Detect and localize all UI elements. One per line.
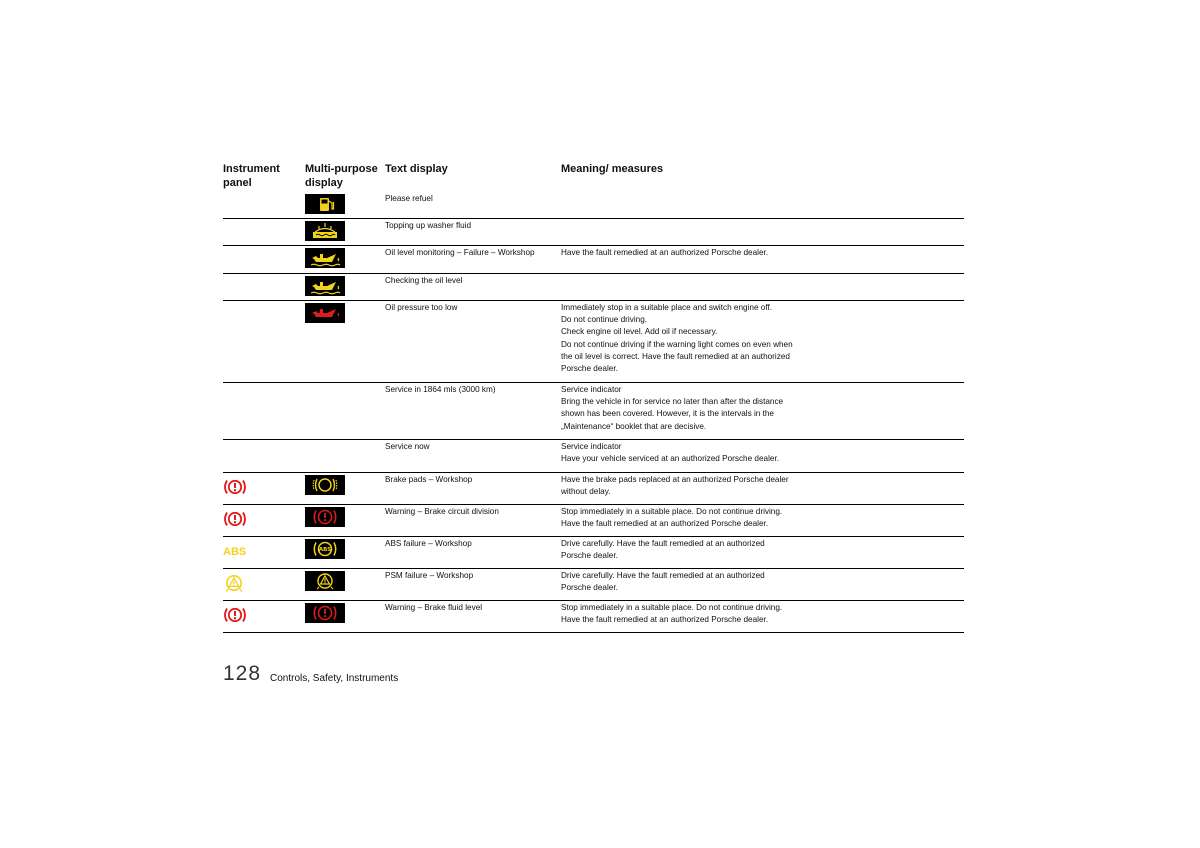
meaning-line: Service indicator — [561, 442, 622, 451]
meaning-line: Service indicator — [561, 385, 622, 394]
ip-psm-icon — [223, 574, 249, 592]
meaning-line: Check engine oil level. Add oil if necessary. — [561, 327, 718, 337]
table-header — [223, 162, 964, 192]
meaning-line: Porsche dealer. — [561, 551, 618, 561]
oil-can-icon — [305, 248, 345, 268]
meaning-cell — [561, 506, 851, 530]
meaning-cell — [561, 384, 851, 433]
meaning-line: „Maintenance“ booklet that are decisive. — [561, 421, 707, 431]
table-row — [223, 569, 964, 601]
table-row — [223, 246, 964, 274]
table-body — [223, 192, 964, 633]
text-display-cell: Oil level monitoring – Failure – Workshop — [385, 248, 535, 257]
text-display-cell: ABS failure – Workshop — [385, 539, 472, 548]
meaning-line: shown has been covered. However, it is the intervals in the — [561, 409, 774, 419]
table-row — [223, 601, 964, 633]
table-row — [223, 440, 964, 473]
page-number: 128 — [223, 662, 262, 685]
table-row — [223, 274, 964, 301]
meaning-line: Immediately stop in a suitable place and switch engine off. — [561, 303, 773, 312]
meaning-line: Have the fault remedied at an authorized Porsche dealer. — [561, 615, 769, 625]
washer-fluid-icon — [305, 221, 345, 241]
ip-brake-warning-icon — [223, 478, 249, 496]
meaning-line: Drive carefully. Have the fault remedied at an authorized — [561, 539, 765, 548]
meaning-line: Porsche dealer. — [561, 583, 618, 593]
table-row — [223, 192, 964, 219]
meaning-line: Have the fault remedied at an authorized Porsche dealer. — [561, 519, 769, 529]
text-display-cell: Warning – Brake circuit division — [385, 507, 499, 516]
meaning-cell — [561, 570, 851, 594]
header-multi-purpose-display: Multi-purpose display — [305, 163, 378, 189]
section-title: Controls, Safety, Instruments — [270, 673, 399, 684]
ip-brake-warning-icon — [223, 606, 249, 624]
warning-table — [223, 162, 964, 633]
svg-text:ABS: ABS — [318, 547, 332, 554]
table-row — [223, 383, 964, 440]
meaning-cell — [561, 538, 851, 562]
brake-fluid-red-icon — [305, 603, 345, 623]
table-row — [223, 537, 964, 569]
brake-pads-icon — [305, 475, 345, 495]
header-text-display: Text display — [385, 163, 448, 175]
oil-can-icon — [305, 276, 345, 296]
meaning-line: Have the fault remedied at an authorized Porsche dealer. — [561, 248, 769, 257]
text-display-cell: Warning – Brake fluid level — [385, 603, 483, 612]
text-display-cell: Service in 1864 mls (3000 km) — [385, 385, 496, 394]
text-display-cell: Brake pads – Workshop — [385, 475, 473, 484]
ip-abs-icon — [223, 542, 249, 560]
meaning-line: Do not continue driving if the warning light comes on even when — [561, 339, 793, 349]
text-display-cell: Service now — [385, 442, 430, 451]
meaning-line: Do not continue driving. — [561, 315, 648, 325]
text-display-cell: PSM failure – Workshop — [385, 571, 474, 580]
text-display-cell: Please refuel — [385, 194, 433, 203]
header-instrument-panel: Instrument panel — [223, 163, 280, 189]
meaning-line: Bring the vehicle in for service no later than after the distance — [561, 397, 784, 407]
meaning-line: Porsche dealer. — [561, 364, 618, 374]
abs-icon — [305, 539, 345, 559]
table-row — [223, 473, 964, 505]
meaning-cell — [561, 474, 851, 498]
meaning-cell — [561, 441, 851, 465]
header-meaning: Meaning/ measures — [561, 163, 664, 175]
table-row — [223, 505, 964, 537]
brake-warning-red-icon — [305, 507, 345, 527]
table-row — [223, 219, 964, 246]
meaning-line: Have your vehicle serviced at an authorized Porsche dealer. — [561, 454, 779, 464]
meaning-cell — [561, 302, 851, 375]
ip-brake-warning-icon — [223, 510, 249, 528]
meaning-line: the oil level is correct. Have the fault remedied at an authorized — [561, 351, 790, 361]
oil-pressure-icon — [305, 303, 345, 323]
table-row — [223, 301, 964, 383]
fuel-pump-icon — [305, 194, 345, 214]
meaning-cell — [561, 602, 851, 626]
meaning-line: Stop immediately in a suitable place. Do not continue driving. — [561, 603, 783, 612]
text-display-cell: Topping up washer fluid — [385, 221, 472, 230]
text-display-cell: Oil pressure too low — [385, 303, 458, 312]
psm-icon — [305, 571, 345, 591]
meaning-line: Stop immediately in a suitable place. Do not continue driving. — [561, 507, 783, 516]
meaning-line: without delay. — [561, 487, 611, 497]
meaning-cell — [561, 247, 851, 259]
meaning-line: Have the brake pads replaced at an authorized Porsche dealer — [561, 475, 789, 484]
meaning-line: Drive carefully. Have the fault remedied at an authorized — [561, 571, 765, 580]
text-display-cell: Checking the oil level — [385, 276, 463, 285]
svg-text:ABS: ABS — [223, 546, 247, 558]
